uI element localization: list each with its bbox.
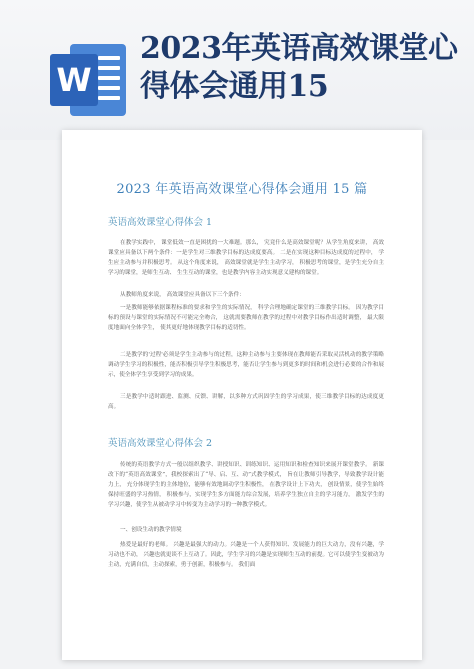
paragraph: 在教学实践中， 课堂低效一直是困扰的一大难题。那么， 究竟什么是高效课堂呢？从学生角度来讲， 高效课堂应具备以下两个条件：一是学生对三维教学目标的达成度要高。 二是在实现这种目标达成度的过程中， 学生应主动参与并积极思考。 从这个角度来说， 高效课堂就是学生主动学习， 积极思考的课堂，是学生充分自主学习的课堂，是师生互动、 生生互动的课堂，也是教学内容主动实现意义建构的课堂。 — [108, 240, 384, 276]
word-icon-line — [98, 76, 120, 80]
page-title: 2023 年英语高效课堂心得体会通用 15 篇 — [116, 182, 368, 197]
document-banner — [0, 0, 474, 140]
paragraph: 二是教学的'过程'必须是学生主动参与的过程，这种主动参与主要体现在教师能否采取灵活机动的教学策略调动学生学习的积极性，能否积极引导学生积极思考，能否让学生参与到更多的时间和机会进行必要的合作和展示，使全体学生享受到学习的成果。 — [108, 352, 384, 378]
paragraph: 传统的英语教学方式一般以组织教学、讲授知识、训练知识、运用知识和检查知识来展开课堂教学。 新课改下的“英语高效课堂”，我校探索出了“导、启、互、动”式教学模式， 旨在让教师引导教学，导致教学设计能力上， 充分体现学生的主体地位，能够有效地调动学生积极性， 在教学设计上下功夫， 创设情景，使学生始终保持旺盛的学习热情， 积极参与，实现学生多方面能力综合发展，培养学生独立自主的学习能力， 激发学生的学习兴趣，使学生从被动学习中转变为主动学习的一种教学模式。 — [108, 462, 384, 508]
section-heading: 英语高效课堂心得体会 1 — [108, 217, 213, 228]
word-icon-line — [98, 66, 120, 70]
paragraph: 从教师角度来说， 高效课堂应具备以下三个条件： — [120, 292, 245, 298]
document-title-banner: 2023年英语高效课堂心得体会通用15 — [140, 31, 458, 104]
word-icon-letter: W — [50, 54, 98, 106]
paragraph: 一、创设生动的教学情境 — [120, 527, 182, 533]
word-icon-line — [98, 56, 120, 60]
section-heading: 英语高效课堂心得体会 2 — [108, 438, 213, 449]
word-icon — [48, 40, 128, 120]
paragraph: 三是教学中适时跟进、监测、反馈、讲解，以多种方式巩固学生的学习成果，使三维教学目标的达成度更高。 — [108, 394, 384, 410]
paragraph: 一是教师能够依据课程标准的要求和学生的实际情况， 科学合理地确定课堂的三维教学目标。 因为教学目标的预设与课堂的实际情况不可能完全吻合， 这就需要教师在教学的过程中对教学目标作出适时调整， 最大限度地面向全体学生， 使其更好地体现教学目标的适切性。 — [108, 305, 384, 331]
paragraph: 热爱是最好的老师。 兴趣是最强大的动力。兴趣是一个人获得知识、发展能力的巨大动力，没有兴趣，学习动也不动， 兴趣也就更谈不上互动了。因此，学生学习的兴趣是实现师生互动的前提。它可以使学生变被动为主动，充满自信，主动探索，勇于创新，积极参与。 我们面 — [108, 542, 384, 568]
word-icon-line — [98, 86, 120, 90]
word-icon-line — [98, 96, 120, 100]
document-page — [62, 130, 422, 660]
